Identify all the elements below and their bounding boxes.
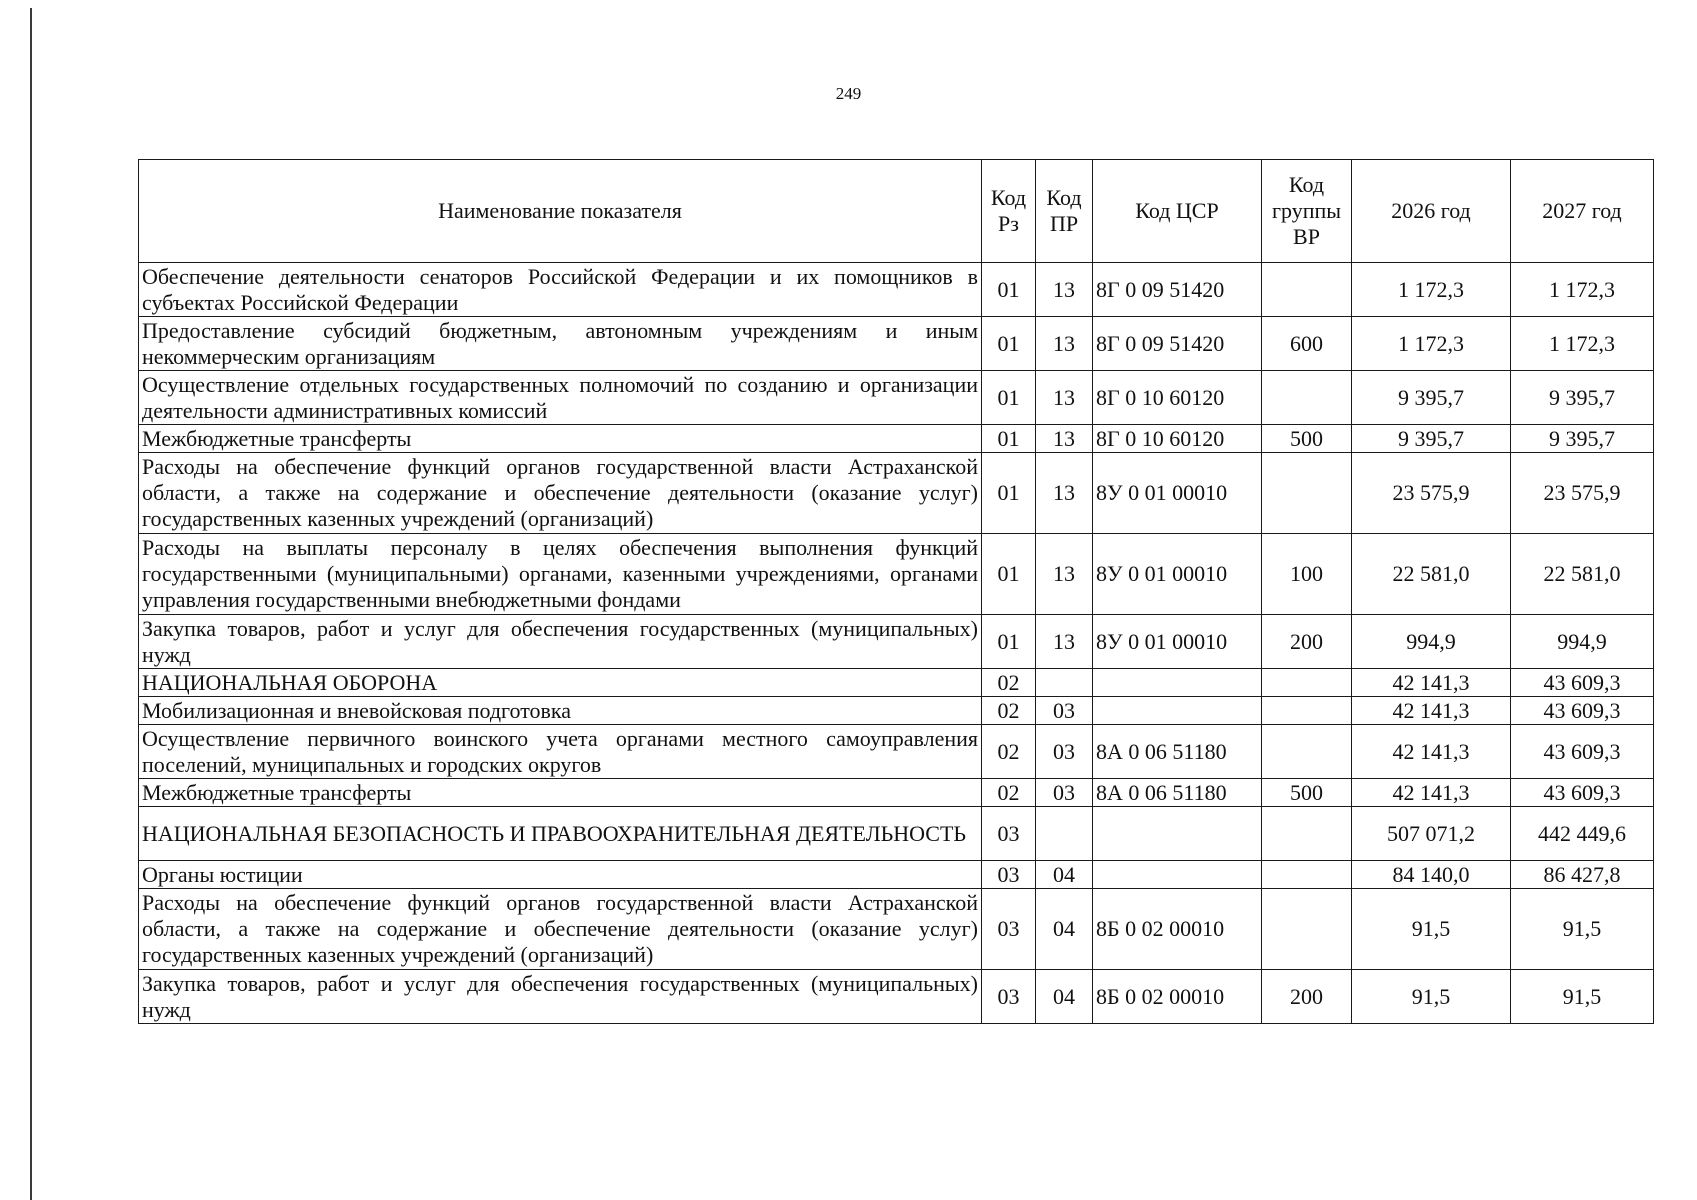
row-2027: 86 427,8 [1511, 861, 1654, 889]
table-row [139, 615, 1654, 669]
header-name: Наименование показателя [139, 160, 982, 263]
row-pr: 13 [1036, 453, 1093, 534]
table-row [139, 669, 1654, 697]
table-row [139, 889, 1654, 970]
table-row [139, 970, 1654, 1024]
row-csr [1093, 807, 1262, 861]
row-2026: 507 071,2 [1352, 807, 1511, 861]
row-2027: 91,5 [1511, 970, 1654, 1024]
row-vr [1262, 669, 1352, 697]
row-pr [1036, 807, 1093, 861]
row-csr: 8У 0 01 00010 [1093, 615, 1262, 669]
row-rz: 02 [982, 725, 1036, 779]
header-rz: Код Рз [982, 160, 1036, 263]
row-vr [1262, 371, 1352, 425]
row-pr: 04 [1036, 970, 1093, 1024]
row-vr [1262, 861, 1352, 889]
table-row [139, 371, 1654, 425]
row-vr: 600 [1262, 317, 1352, 371]
row-pr: 13 [1036, 317, 1093, 371]
row-2026: 23 575,9 [1352, 453, 1511, 534]
row-2026: 42 141,3 [1352, 697, 1511, 725]
row-vr: 100 [1262, 534, 1352, 615]
row-rz: 03 [982, 889, 1036, 970]
row-name: Расходы на обеспечение функций органов государственной власти Астраханской области, а также на содержание и обеспечение деятельности (оказание услуг) государственных казенных учреждений (организаций) [139, 453, 982, 534]
row-csr: 8У 0 01 00010 [1093, 453, 1262, 534]
header-pr: Код ПР [1036, 160, 1093, 263]
row-rz: 01 [982, 263, 1036, 317]
row-2027: 43 609,3 [1511, 669, 1654, 697]
row-csr: 8Б 0 02 00010 [1093, 970, 1262, 1024]
row-csr: 8Г 0 09 51420 [1093, 263, 1262, 317]
row-vr [1262, 697, 1352, 725]
row-name: НАЦИОНАЛЬНАЯ БЕЗОПАСНОСТЬ И ПРАВООХРАНИТЕЛЬНАЯ ДЕЯТЕЛЬНОСТЬ [139, 807, 982, 861]
table-header-row [139, 160, 1654, 263]
table-row [139, 861, 1654, 889]
row-2027: 43 609,3 [1511, 779, 1654, 807]
row-pr: 13 [1036, 534, 1093, 615]
row-2026: 1 172,3 [1352, 263, 1511, 317]
table-row [139, 779, 1654, 807]
row-2026: 91,5 [1352, 889, 1511, 970]
row-pr: 03 [1036, 779, 1093, 807]
row-name: Межбюджетные трансферты [139, 779, 982, 807]
table-row [139, 425, 1654, 453]
row-2026: 42 141,3 [1352, 725, 1511, 779]
page-number: 249 [835, 84, 862, 103]
row-vr [1262, 263, 1352, 317]
row-csr: 8А 0 06 51180 [1093, 725, 1262, 779]
row-name: Осуществление отдельных государственных полномочий по созданию и организации деятельности административных комиссий [139, 371, 982, 425]
row-csr [1093, 861, 1262, 889]
row-csr: 8А 0 06 51180 [1093, 779, 1262, 807]
row-2026: 91,5 [1352, 970, 1511, 1024]
row-csr: 8Г 0 10 60120 [1093, 425, 1262, 453]
row-2026: 42 141,3 [1352, 779, 1511, 807]
row-2027: 22 581,0 [1511, 534, 1654, 615]
row-rz: 01 [982, 453, 1036, 534]
row-2027: 43 609,3 [1511, 725, 1654, 779]
row-pr: 13 [1036, 263, 1093, 317]
table-row [139, 807, 1654, 861]
row-rz: 02 [982, 697, 1036, 725]
row-rz: 01 [982, 371, 1036, 425]
row-pr: 03 [1036, 725, 1093, 779]
row-pr: 03 [1036, 697, 1093, 725]
row-2026: 9 395,7 [1352, 425, 1511, 453]
row-rz: 03 [982, 970, 1036, 1024]
row-vr [1262, 453, 1352, 534]
row-name: Обеспечение деятельности сенаторов Российской Федерации и их помощников в субъектах Российской Федерации [139, 263, 982, 317]
row-2027: 9 395,7 [1511, 425, 1654, 453]
row-vr [1262, 725, 1352, 779]
header-vr: Код группы ВР [1262, 160, 1352, 263]
row-name: Межбюджетные трансферты [139, 425, 982, 453]
row-name: Органы юстиции [139, 861, 982, 889]
row-2027: 994,9 [1511, 615, 1654, 669]
row-rz: 02 [982, 779, 1036, 807]
row-2026: 9 395,7 [1352, 371, 1511, 425]
row-name: Осуществление первичного воинского учета органами местного самоуправления поселений, муниципальных и городских округов [139, 725, 982, 779]
table-row [139, 725, 1654, 779]
table-row [139, 317, 1654, 371]
row-csr: 8Б 0 02 00010 [1093, 889, 1262, 970]
row-2027: 43 609,3 [1511, 697, 1654, 725]
row-csr: 8У 0 01 00010 [1093, 534, 1262, 615]
row-vr: 500 [1262, 425, 1352, 453]
row-2026: 1 172,3 [1352, 317, 1511, 371]
table-row [139, 534, 1654, 615]
budget-table [138, 159, 1654, 1024]
table-row [139, 263, 1654, 317]
table-row [139, 453, 1654, 534]
row-2026: 42 141,3 [1352, 669, 1511, 697]
row-rz: 03 [982, 807, 1036, 861]
row-csr [1093, 669, 1262, 697]
row-csr [1093, 697, 1262, 725]
row-csr: 8Г 0 09 51420 [1093, 317, 1262, 371]
row-rz: 03 [982, 861, 1036, 889]
row-name: Расходы на выплаты персоналу в целях обеспечения выполнения функций государственными (муниципальными) органами, казенными учреждениями, органами управления государственными внебюджетными фондами [139, 534, 982, 615]
row-rz: 01 [982, 425, 1036, 453]
row-2027: 91,5 [1511, 889, 1654, 970]
row-pr: 04 [1036, 889, 1093, 970]
row-name: Закупка товаров, работ и услуг для обеспечения государственных (муниципальных) нужд [139, 615, 982, 669]
header-2027: 2027 год [1511, 160, 1654, 263]
row-name: Предоставление субсидий бюджетным, автономным учреждениям и иным некоммерческим организациям [139, 317, 982, 371]
row-rz: 02 [982, 669, 1036, 697]
row-pr [1036, 669, 1093, 697]
row-2027: 1 172,3 [1511, 317, 1654, 371]
row-2026: 84 140,0 [1352, 861, 1511, 889]
row-pr: 04 [1036, 861, 1093, 889]
row-2027: 442 449,6 [1511, 807, 1654, 861]
row-name: НАЦИОНАЛЬНАЯ ОБОРОНА [139, 669, 982, 697]
row-2027: 23 575,9 [1511, 453, 1654, 534]
row-2027: 9 395,7 [1511, 371, 1654, 425]
row-vr [1262, 807, 1352, 861]
row-pr: 13 [1036, 425, 1093, 453]
row-2026: 994,9 [1352, 615, 1511, 669]
row-name: Мобилизационная и вневойсковая подготовка [139, 697, 982, 725]
row-csr: 8Г 0 10 60120 [1093, 371, 1262, 425]
row-name: Закупка товаров, работ и услуг для обеспечения государственных (муниципальных) нужд [139, 970, 982, 1024]
row-vr: 200 [1262, 970, 1352, 1024]
row-vr [1262, 889, 1352, 970]
row-2026: 22 581,0 [1352, 534, 1511, 615]
row-pr: 13 [1036, 615, 1093, 669]
row-name: Расходы на обеспечение функций органов государственной власти Астраханской области, а также на содержание и обеспечение деятельности (оказание услуг) государственных казенных учреждений (организаций) [139, 889, 982, 970]
table-row [139, 697, 1654, 725]
row-rz: 01 [982, 534, 1036, 615]
row-pr: 13 [1036, 371, 1093, 425]
header-csr: Код ЦСР [1093, 160, 1262, 263]
scan-edge-line [30, 8, 32, 1200]
row-vr: 200 [1262, 615, 1352, 669]
row-2027: 1 172,3 [1511, 263, 1654, 317]
header-2026: 2026 год [1352, 160, 1511, 263]
row-rz: 01 [982, 317, 1036, 371]
row-rz: 01 [982, 615, 1036, 669]
row-vr: 500 [1262, 779, 1352, 807]
